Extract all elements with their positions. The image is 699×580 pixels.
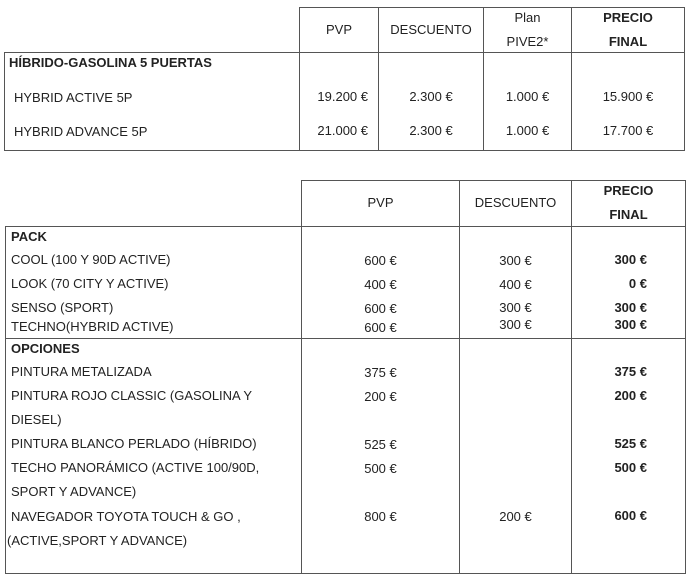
row-name: LOOK (70 CITY Y ACTIVE) <box>11 276 169 291</box>
row-descuento: 300 € <box>499 300 532 315</box>
row-pvp: 19.200 € <box>317 89 368 104</box>
row-name-cont: SPORT Y ADVANCE) <box>11 484 137 499</box>
row-name: TECHO PANORÁMICO (ACTIVE 100/90D, <box>11 460 260 475</box>
row-name-cont: (ACTIVE,SPORT Y ADVANCE) <box>7 533 188 548</box>
row-name: SENSO (SPORT) <box>11 300 114 315</box>
t1-header-descuento: DESCUENTO <box>390 22 472 37</box>
row-final: 200 € <box>614 388 647 403</box>
row-descuento: 300 € <box>499 253 532 268</box>
row-final: 300 € <box>614 300 647 315</box>
row-pvp: 21.000 € <box>317 123 368 138</box>
t1-header-pvp: PVP <box>325 22 352 37</box>
row-pvp: 600 € <box>364 301 397 316</box>
row-name: NAVEGADOR TOYOTA TOUCH & GO , <box>11 509 241 524</box>
row-pvp: 400 € <box>364 277 397 292</box>
row-final: 300 € <box>614 317 647 332</box>
t1-section-title: HÍBRIDO-GASOLINA 5 PUERTAS <box>9 55 212 70</box>
row-descuento: 2.300 € <box>409 89 453 104</box>
row-final: 375 € <box>614 364 647 379</box>
t2-header-pvp: PVP <box>367 195 394 210</box>
row-pvp: 600 € <box>364 320 397 335</box>
row-descuento: 400 € <box>499 277 532 292</box>
t1-header-plan: Plan <box>514 10 541 25</box>
t2-header-precio: PRECIO <box>603 183 654 198</box>
t1-header-precio: PRECIO <box>603 10 653 25</box>
row-descuento: 300 € <box>499 317 532 332</box>
row-name: HYBRID ADVANCE 5P <box>14 124 148 139</box>
row-pvp: 600 € <box>364 253 397 268</box>
row-name-cont: DIESEL) <box>11 412 62 427</box>
row-final: 525 € <box>614 436 647 451</box>
row-final: 500 € <box>614 460 647 475</box>
row-final: 300 € <box>614 252 647 267</box>
row-pvp: 800 € <box>364 509 397 524</box>
row-name: PINTURA ROJO CLASSIC (GASOLINA Y <box>11 388 253 403</box>
row-pvp: 375 € <box>364 365 397 380</box>
opciones-title: OPCIONES <box>11 341 80 356</box>
row-final: 15.900 € <box>602 89 654 104</box>
t2-header-descuento: DESCUENTO <box>474 195 557 210</box>
row-descuento: 200 € <box>499 509 532 524</box>
row-descuento: 2.300 € <box>409 123 453 138</box>
row-final: 17.700 € <box>602 123 654 138</box>
row-name: COOL (100 Y 90D ACTIVE) <box>11 252 171 267</box>
row-name: PINTURA BLANCO PERLADO (HÍBRIDO) <box>11 436 257 451</box>
t1-header-plan-2: PIVE2* <box>506 34 549 49</box>
row-name: HYBRID ACTIVE 5P <box>14 90 133 105</box>
row-name: TECHNO(HYBRID ACTIVE) <box>11 319 174 334</box>
row-pvp: 500 € <box>364 461 397 476</box>
t2-header-final: FINAL <box>609 207 648 222</box>
pack-title: PACK <box>11 229 47 244</box>
row-plan: 1.000 € <box>505 89 550 104</box>
row-plan: 1.000 € <box>505 123 550 138</box>
row-final: 600 € <box>614 508 647 523</box>
t1-header-final: FINAL <box>608 34 648 49</box>
row-final: 0 € <box>628 276 647 291</box>
row-pvp: 525 € <box>364 437 397 452</box>
row-pvp: 200 € <box>364 389 397 404</box>
row-name: PINTURA METALIZADA <box>11 364 152 379</box>
